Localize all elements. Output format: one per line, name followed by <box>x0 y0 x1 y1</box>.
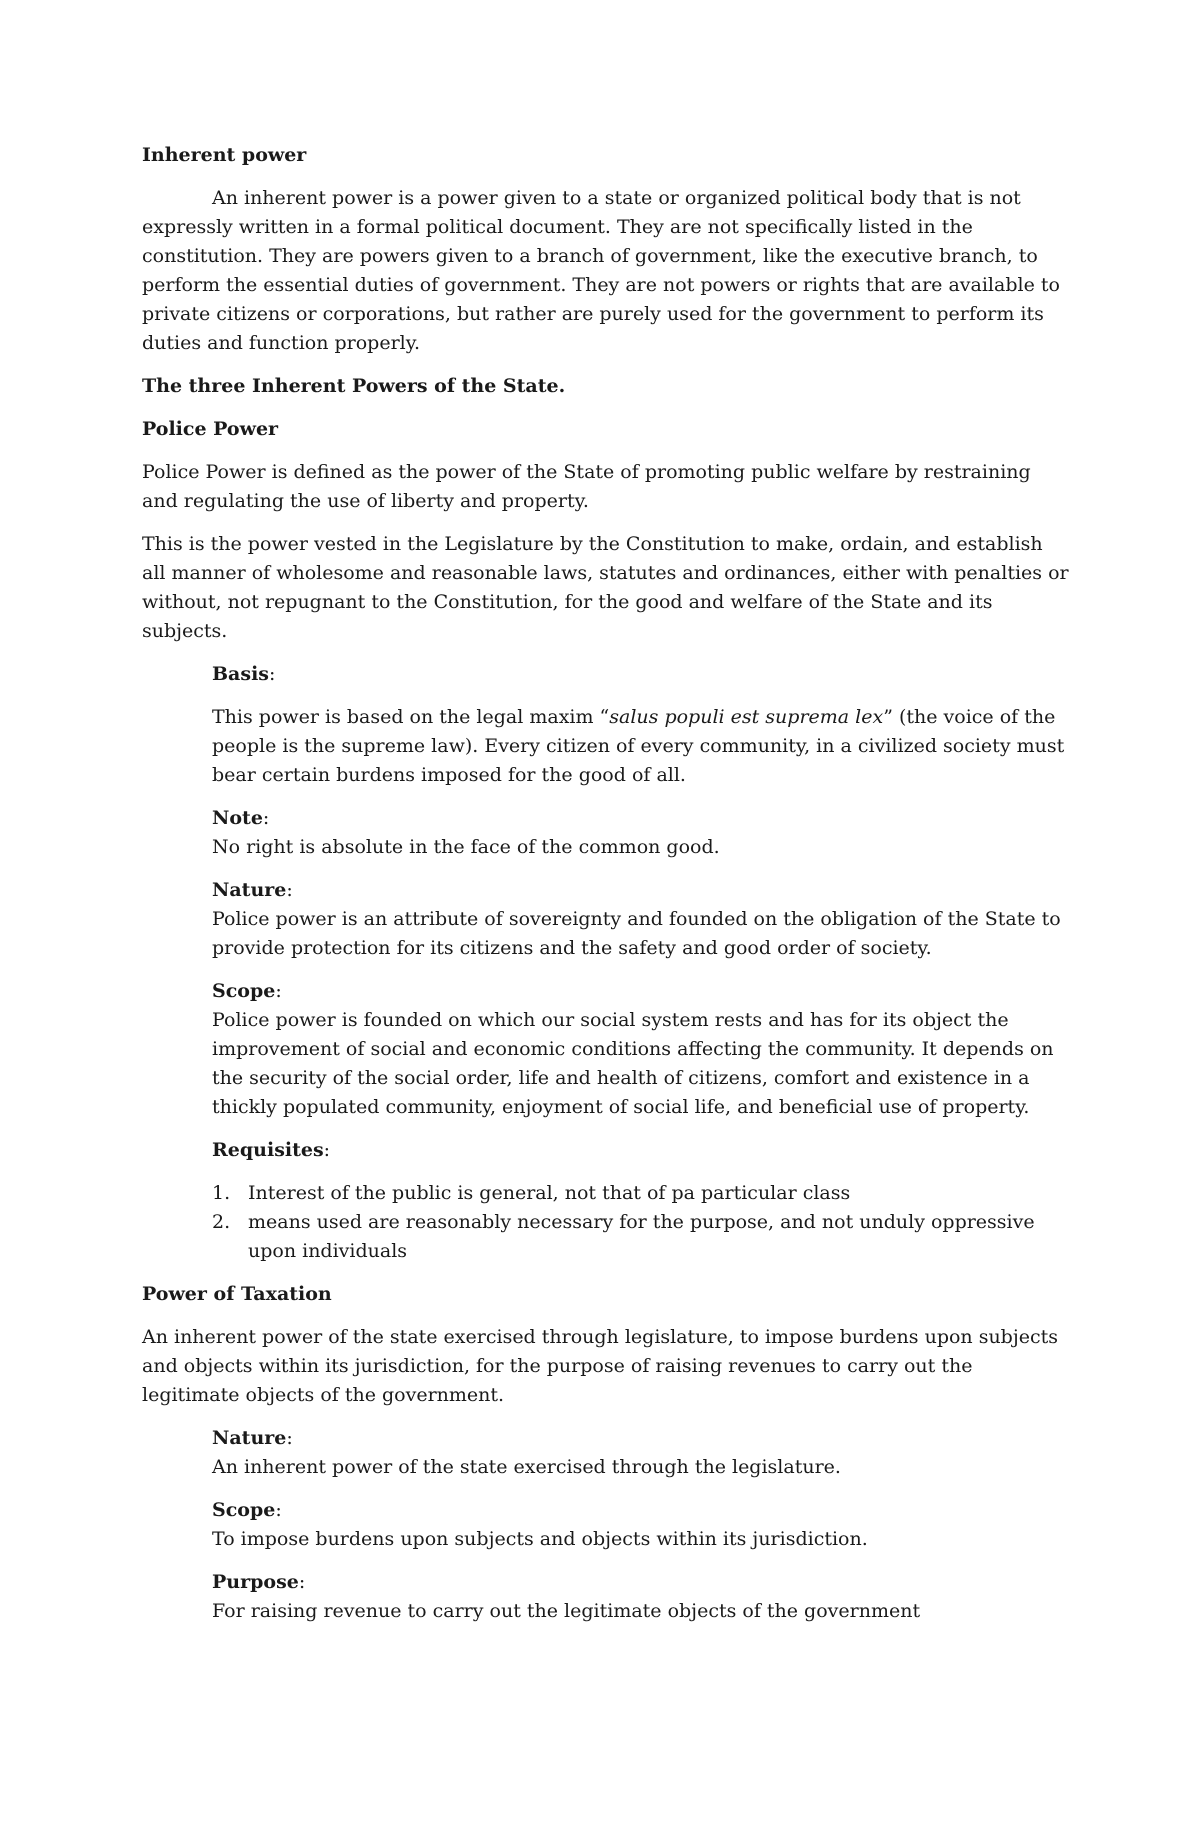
document-content <box>142 141 1072 1640</box>
basis-text: This power is based on the legal maxim “salus populi est suprema lex” (the voice of the people is the supreme law). Every citizen of every community, in a civilized society must bear certain burdens imposed for the good of all. <box>212 706 1065 786</box>
requisites-list <box>212 1179 1072 1266</box>
taxation-scope-group: Scope: To impose burdens upon subjects and objects within its jurisdiction. <box>212 1496 1072 1554</box>
taxation-nature-label: Nature <box>212 1427 287 1449</box>
basis-label: Basis <box>212 663 269 685</box>
basis-label-line: Basis: <box>212 663 276 685</box>
taxation-purpose-group: Purpose: For raising revenue to carry out the legitimate objects of the government <box>212 1568 1072 1626</box>
police-scope-group: Scope: Police power is founded on which our social system rests and has for its object the improvement of social and economic conditions affecting the community. It depends on the security of the social order, life and health of citizens, comfort and existence in a thickly populated community, enjoyment of social life, and beneficial use of property. <box>212 977 1072 1122</box>
police-nature-group: Nature: Police power is an attribute of sovereignty and founded on the obligation of the State to provide protection for its citizens and the safety and good order of society. <box>212 876 1072 963</box>
police-scope-label: Scope <box>212 980 276 1002</box>
taxation-details <box>212 1424 1072 1626</box>
police-power-vested-paragraph: This is the power vested in the Legislature by the Constitution to make, ordain, and establish all manner of wholesome and reasonable laws, statutes and ordinances, either with penalties or without, not repugnant to the Constitution, for the good and welfare of the State and its subjects. <box>142 533 1069 642</box>
police-power-details <box>212 660 1072 1165</box>
inherent-power-heading: Inherent power <box>142 144 307 166</box>
taxation-purpose-label: Purpose <box>212 1571 299 1593</box>
police-nature-label: Nature <box>212 879 287 901</box>
police-power-definition: Police Power is defined as the power of the State of promoting public welfare by restraining and regulating the use of liberty and property. <box>142 461 1031 512</box>
note-text: No right is absolute in the face of the common good. <box>212 836 720 858</box>
police-nature-text: Police power is an attribute of sovereignty and founded on the obligation of the State to provide protection for its citizens and the safety and good order of society. <box>212 908 1061 959</box>
police-power-heading: Police Power <box>142 418 279 440</box>
list-item: 1. Interest of the public is general, not that of pa particular class <box>212 1182 851 1204</box>
requisites-label-line: Requisites: <box>212 1139 331 1161</box>
taxation-scope-text: To impose burdens upon subjects and objects within its jurisdiction. <box>212 1528 868 1550</box>
list-item: 2. means used are reasonably necessary for the purpose, and not unduly oppressive upon individuals <box>212 1211 1035 1262</box>
three-powers-heading: The three Inherent Powers of the State. <box>142 375 566 397</box>
taxation-heading: Power of Taxation <box>142 1283 332 1305</box>
legal-maxim: salus populi est suprema lex <box>609 706 884 728</box>
taxation-nature-group: Nature: An inherent power of the state exercised through the legislature. <box>212 1424 1072 1482</box>
taxation-scope-label: Scope <box>212 1499 276 1521</box>
police-scope-text: Police power is founded on which our social system rests and has for its object the improvement of social and economic conditions affecting the community. It depends on the security of the social order, life and health of citizens, comfort and existence in a thickly populated community, enjoyment of social life, and beneficial use of property. <box>212 1009 1054 1118</box>
note-label: Note <box>212 807 263 829</box>
note-group: Note: No right is absolute in the face of the common good. <box>212 804 1072 862</box>
taxation-definition: An inherent power of the state exercised through legislature, to impose burdens upon subjects and objects within its jurisdiction, for the purpose of raising revenues to carry out the legitimate objects of the government. <box>142 1326 1059 1406</box>
requisites-label: Requisites <box>212 1139 324 1161</box>
taxation-nature-text: An inherent power of the state exercised through the legislature. <box>212 1456 841 1478</box>
inherent-power-paragraph: An inherent power is a power given to a state or organized political body that is not expressly written in a formal political document. They are not specifically listed in the constitution. They are powers given to a branch of government, like the executive branch, to perform the essential duties of government. They are not powers or rights that are available to private citizens or corporations, but rather are purely used for the government to perform its duties and function properly. <box>142 187 1060 354</box>
taxation-purpose-text: For raising revenue to carry out the legitimate objects of the government <box>212 1600 921 1622</box>
